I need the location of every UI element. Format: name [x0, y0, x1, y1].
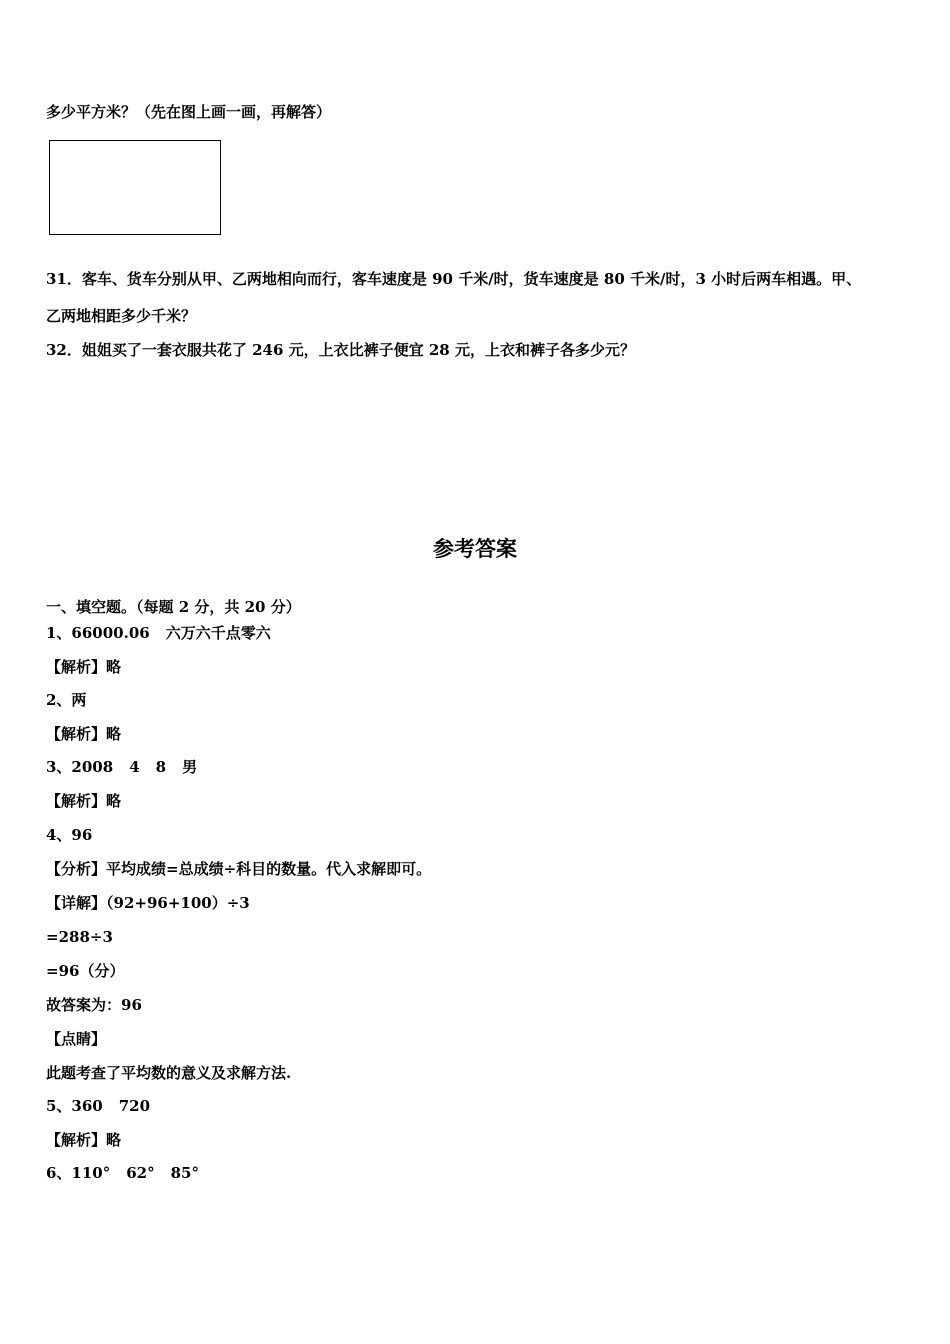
- answer-6-prefix: 6、110°: [46, 1164, 111, 1182]
- answer-4-step2: =96（分）: [46, 962, 125, 980]
- answer-2: 2、两: [46, 691, 87, 709]
- answer-4-point: 此题考查了平均数的意义及求解方法.: [46, 1064, 292, 1082]
- answer-4: 4、96: [46, 826, 93, 844]
- answer-3-v3: 男: [182, 758, 198, 776]
- section-fill-in: 一、填空题。（每题 2 分，共 20 分）: [46, 598, 301, 616]
- answer-4-analysis: 【分析】平均成绩=总成绩÷科目的数量。代入求解即可。: [46, 860, 432, 878]
- answer-4-step1: =288÷3: [46, 928, 113, 946]
- question-32: 32．姐姐买了一套衣服共花了 246 元，上衣比裤子便宜 28 元，上衣和裤子各多少元？: [46, 341, 635, 359]
- answer-3: [46, 757, 197, 777]
- answer-6: [46, 1163, 199, 1183]
- answer-6-v1: 62°: [126, 1164, 155, 1182]
- answer-3-v2: 8: [155, 758, 167, 776]
- drawing-rectangle: [49, 140, 221, 235]
- answer-1-text: 六万六千点零六: [165, 624, 271, 642]
- question-31-line1: 31．客车、货车分别从甲、乙两地相向而行，客车速度是 90 千米/时，货车速度是 80 千米/时，3 小时后两车相遇。甲、: [46, 270, 862, 288]
- answer-5-v1: 720: [118, 1097, 151, 1115]
- answer-5-prefix: 5、360: [46, 1097, 103, 1115]
- answer-4-answer: 故答案为：96: [46, 996, 142, 1014]
- answer-4-detail: 【详解】（92+96+100）÷3: [46, 894, 250, 912]
- answer-1-note: 【解析】略: [46, 658, 122, 676]
- answer-6-v2: 85°: [170, 1164, 199, 1182]
- question-30-tail: 多少平方米？（先在图上画一画，再解答）: [46, 103, 332, 121]
- answer-1-prefix: 1、66000.06: [46, 624, 150, 642]
- question-31-line2: 乙两地相距多少千米？: [46, 307, 197, 325]
- answer-3-v1: 4: [129, 758, 140, 776]
- answer-5: [46, 1096, 150, 1116]
- answer-3-prefix: 3、2008: [46, 758, 114, 776]
- answer-4-point-label: 【点睛】: [46, 1030, 107, 1048]
- answer-1: [46, 623, 271, 643]
- answer-3-note: 【解析】略: [46, 792, 122, 810]
- answer-title: 参考答案: [433, 537, 517, 561]
- answer-5-note: 【解析】略: [46, 1131, 122, 1149]
- answer-2-note: 【解析】略: [46, 725, 122, 743]
